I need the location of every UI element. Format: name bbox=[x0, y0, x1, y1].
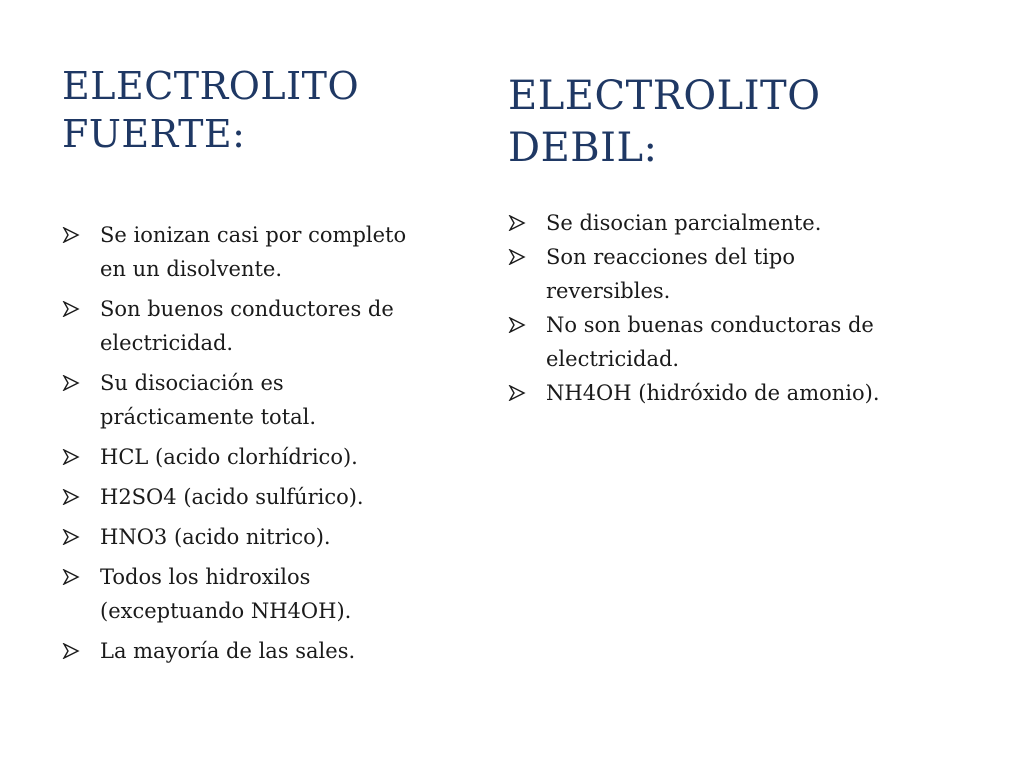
arrow-bullet-icon bbox=[62, 218, 84, 252]
list-item bbox=[62, 218, 472, 286]
list-item bbox=[62, 440, 472, 474]
arrow-bullet-icon bbox=[62, 520, 84, 554]
arrow-bullet-icon bbox=[62, 560, 84, 594]
list-item bbox=[62, 634, 472, 668]
list-item-text: electricidad. bbox=[100, 331, 234, 355]
list-item-text: Son reacciones del tipo bbox=[546, 245, 796, 269]
list-item-text: Se ionizan casi por completo bbox=[100, 223, 407, 247]
list-item bbox=[62, 292, 472, 360]
arrow-bullet-icon bbox=[62, 292, 84, 326]
list-item-text: HCL (acido clorhídrico). bbox=[100, 445, 358, 469]
list-item bbox=[62, 520, 472, 554]
list-item-text: Todos los hidroxilos bbox=[100, 565, 311, 589]
list-item-text: Su disociación es bbox=[100, 371, 284, 395]
list-item-text: No son buenas conductoras de bbox=[546, 313, 874, 337]
arrow-bullet-icon bbox=[508, 206, 530, 240]
arrow-bullet-icon bbox=[62, 366, 84, 400]
arrow-bullet-icon bbox=[508, 308, 530, 342]
weak-electrolyte-title bbox=[508, 70, 821, 174]
weak-electrolyte-list bbox=[508, 206, 968, 410]
list-item-text: Son buenos conductores de bbox=[100, 297, 394, 321]
list-item bbox=[508, 240, 968, 308]
list-item-text: Se disocian parcialmente. bbox=[546, 211, 822, 235]
list-item-text: prácticamente total. bbox=[100, 405, 317, 429]
list-item bbox=[508, 376, 968, 410]
list-item bbox=[62, 560, 472, 628]
arrow-bullet-icon bbox=[508, 240, 530, 274]
list-item-text: NH4OH (hidróxido de amonio). bbox=[546, 381, 880, 405]
title-line: ELECTROLITO bbox=[62, 64, 360, 108]
title-line: FUERTE: bbox=[62, 112, 246, 156]
list-item-text: electricidad. bbox=[546, 347, 680, 371]
arrow-bullet-icon bbox=[508, 376, 530, 410]
strong-electrolyte-list bbox=[62, 218, 472, 674]
list-item bbox=[62, 366, 472, 434]
arrow-bullet-icon bbox=[62, 634, 84, 668]
title-line: ELECTROLITO bbox=[508, 73, 821, 119]
list-item-text: La mayoría de las sales. bbox=[100, 639, 356, 663]
list-item-text: HNO3 (acido nitrico). bbox=[100, 525, 331, 549]
list-item-text: en un disolvente. bbox=[100, 257, 283, 281]
list-item bbox=[62, 480, 472, 514]
title-line: DEBIL: bbox=[508, 125, 658, 171]
list-item-text: reversibles. bbox=[546, 279, 671, 303]
list-item bbox=[508, 206, 968, 240]
arrow-bullet-icon bbox=[62, 480, 84, 514]
list-item-text: (exceptuando NH4OH). bbox=[100, 599, 352, 623]
list-item-text: H2SO4 (acido sulfúrico). bbox=[100, 485, 364, 509]
strong-electrolyte-title bbox=[62, 62, 359, 158]
list-item bbox=[508, 308, 968, 376]
arrow-bullet-icon bbox=[62, 440, 84, 474]
